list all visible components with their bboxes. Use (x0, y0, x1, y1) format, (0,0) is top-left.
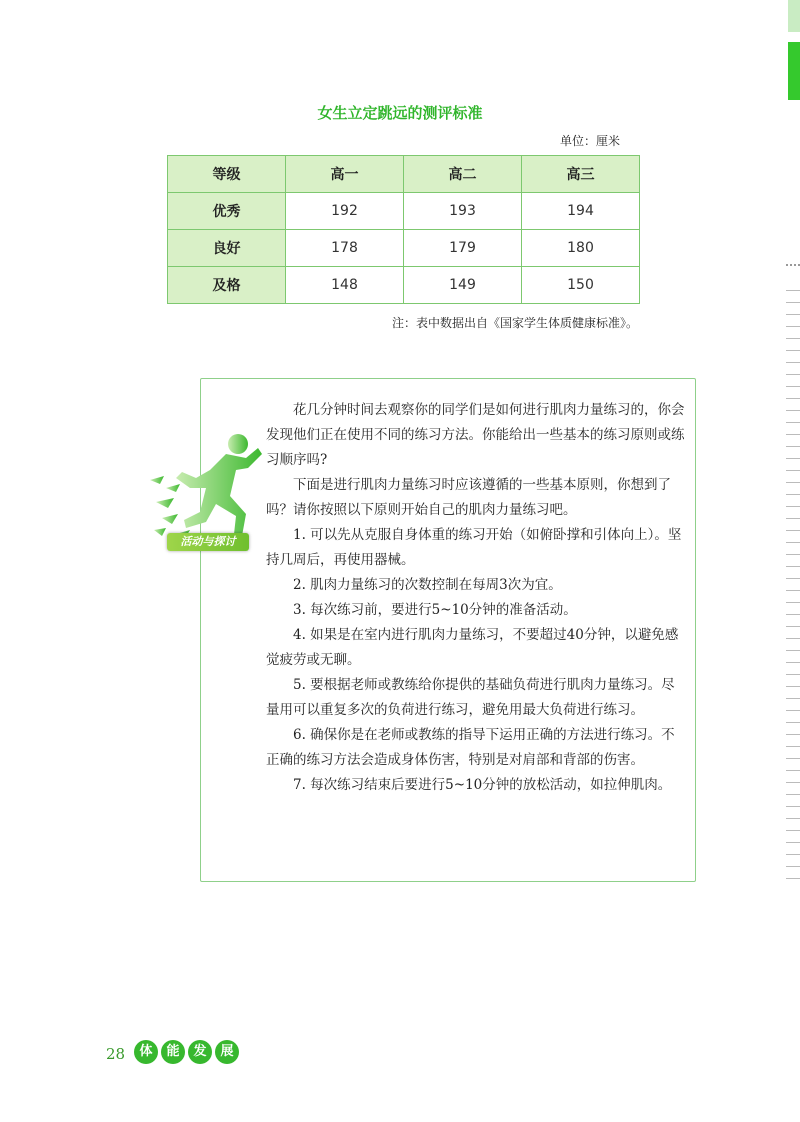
paragraph: 4. 如果是在室内进行肌肉力量练习，不要超过40分钟，以避免感觉疲劳或无聊。 (266, 627, 679, 668)
row-label: 良好 (168, 230, 286, 267)
paragraph: 下面是进行肌肉力量练习时应该遵循的一些基本原则，你想到了吗？请你按照以下原则开始自己的肌肉力量练习吧。 (266, 477, 671, 518)
edge-tab-chapter (788, 42, 800, 100)
table-header-row (168, 156, 640, 193)
table-row (168, 230, 640, 267)
edge-tab-light (788, 0, 800, 32)
row-label: 优秀 (168, 193, 286, 230)
paragraph: 3. 每次练习前，要进行5~10分钟的准备活动。 (293, 602, 577, 618)
page-number: 28 (106, 1045, 126, 1063)
logo-char: 展 (215, 1040, 239, 1064)
table-title: 女生立定跳远的测评标准 (317, 104, 483, 122)
logo-char: 体 (134, 1040, 158, 1064)
paragraph: 6. 确保你是在老师或教练的指导下运用正确的方法进行练习。不正确的练习方法会造成身体伤害，特别是对肩部和背部的伤害。 (266, 727, 675, 768)
header-year1: 高一 (286, 156, 404, 193)
paragraph: 7. 每次练习结束后要进行5~10分钟的放松活动，如拉伸肌肉。 (293, 777, 672, 793)
edge-dots (786, 264, 800, 266)
cell-value: 193 (404, 193, 522, 230)
activity-badge: 活动与探讨 (167, 533, 249, 551)
paragraph: 2. 肌肉力量练习的次数控制在每周3次为宜。 (293, 577, 562, 593)
table-row (168, 267, 640, 304)
cell-value: 180 (522, 230, 640, 267)
paragraph: 1. 可以先从克服自身体重的练习开始（如俯卧撑和引体向上）。坚持几周后，再使用器械。 (266, 527, 682, 568)
row-label: 及格 (168, 267, 286, 304)
logo-char: 发 (188, 1040, 212, 1064)
cell-value: 148 (286, 267, 404, 304)
paragraph: 5. 要根据老师或教练给你提供的基础负荷进行肌肉力量练习。尽量用可以重复多次的负荷进行练习，避免用最大负荷进行练习。 (266, 677, 675, 718)
table-note: 注：表中数据出自《国家学生体质健康标准》。 (391, 316, 638, 330)
table-unit: 单位：厘米 (560, 134, 621, 148)
header-grade: 等级 (168, 156, 286, 193)
cell-value: 149 (404, 267, 522, 304)
header-year2: 高二 (404, 156, 522, 193)
table-row (168, 193, 640, 230)
cell-value: 179 (404, 230, 522, 267)
standards-table (167, 155, 640, 304)
cell-value: 178 (286, 230, 404, 267)
activity-text (266, 398, 686, 798)
cell-value: 150 (522, 267, 640, 304)
footer-logo (134, 1040, 239, 1064)
cell-value: 192 (286, 193, 404, 230)
edge-lines (786, 290, 800, 880)
header-year3: 高三 (522, 156, 640, 193)
cell-value: 194 (522, 193, 640, 230)
logo-char: 能 (161, 1040, 185, 1064)
paragraph: 花几分钟时间去观察你的同学们是如何进行肌肉力量练习的，你会发现他们正在使用不同的练习方法。你能给出一些基本的练习原则或练习顺序吗? (266, 402, 685, 468)
